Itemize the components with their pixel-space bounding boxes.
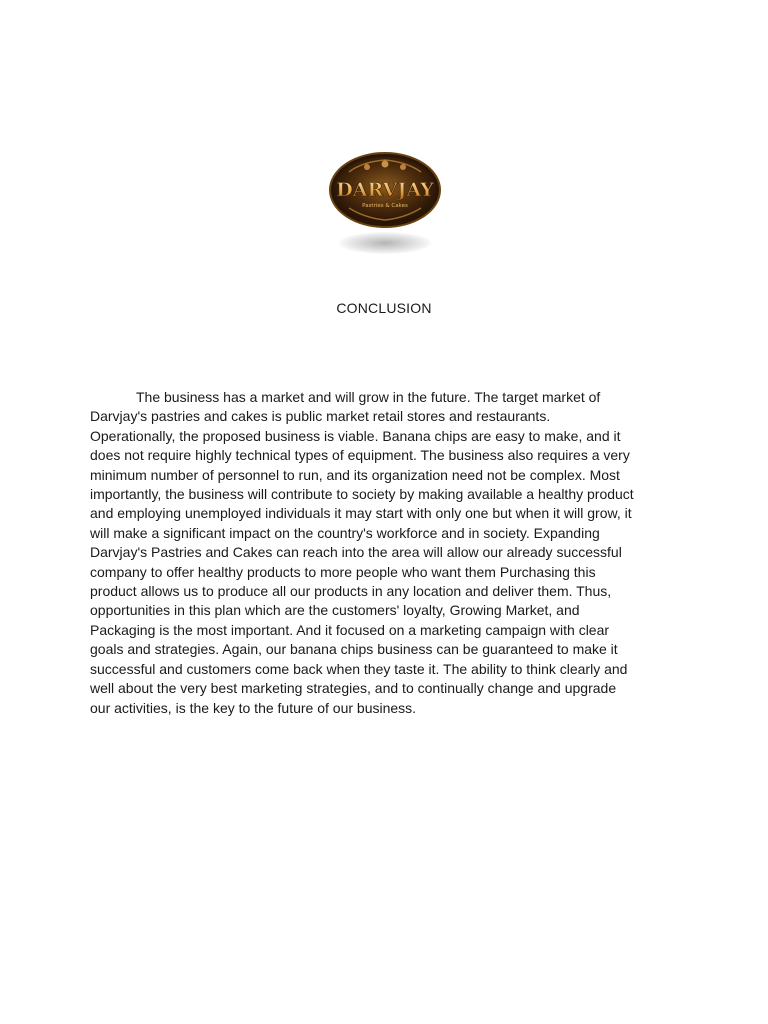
logo-emblem bbox=[327, 150, 443, 232]
paragraph-line: opportunities in this plan which are the customers' loyalty, Growing Market, and bbox=[90, 602, 580, 619]
paragraph-line: Operationally, the proposed business is viable. Banana chips are easy to make, and it bbox=[90, 427, 621, 444]
paragraph-line: and employing unemployed individuals it may start with only one but when it will grow, it bbox=[90, 505, 632, 522]
paragraph-line: product allows us to produce all our products in any location and deliver them. Thus, bbox=[90, 583, 612, 600]
paragraph-line: our activities, is the key to the future of our business. bbox=[90, 699, 417, 716]
paragraph-line: The business has a market and will grow in the future. The target market of bbox=[136, 389, 601, 405]
paragraph-line: company to offer healthy products to more people who want them Purchasing this bbox=[90, 563, 596, 580]
paragraph-line: Darvjay's pastries and cakes is public market retail stores and restaurants. bbox=[90, 408, 551, 425]
paragraph-line: will make a significant impact on the country's workforce and in society. Expanding bbox=[90, 524, 600, 541]
logo-text: DARVJAY bbox=[336, 179, 434, 201]
paragraph-line: Darvjay's Pastries and Cakes can reach into the area will allow our already successful bbox=[90, 544, 622, 561]
logo-shadow bbox=[339, 232, 431, 254]
paragraph-line: well about the very best marketing strategies, and to continually change and upgrade bbox=[90, 680, 617, 697]
paragraph-line: successful and customers come back when they taste it. The ability to think clearly and bbox=[90, 660, 628, 677]
company-logo bbox=[327, 150, 443, 262]
paragraph-line: importantly, the business will contribute to society by making available a healthy product bbox=[90, 486, 634, 503]
paragraph-line: minimum number of personnel to run, and its organization need not be complex. Most bbox=[90, 466, 620, 483]
logo-subtext: Pastries & Cakes bbox=[362, 203, 408, 209]
paragraph-line: Packaging is the most important. And it focused on a marketing campaign with clear bbox=[90, 621, 610, 638]
conclusion-paragraph bbox=[90, 388, 680, 718]
page-title: CONCLUSION bbox=[336, 300, 432, 316]
paragraph-line: goals and strategies. Again, our banana chips business can be guaranteed to make it bbox=[90, 641, 618, 658]
paragraph-line: does not require highly technical types of equipment. The business also requires a very bbox=[90, 447, 630, 464]
